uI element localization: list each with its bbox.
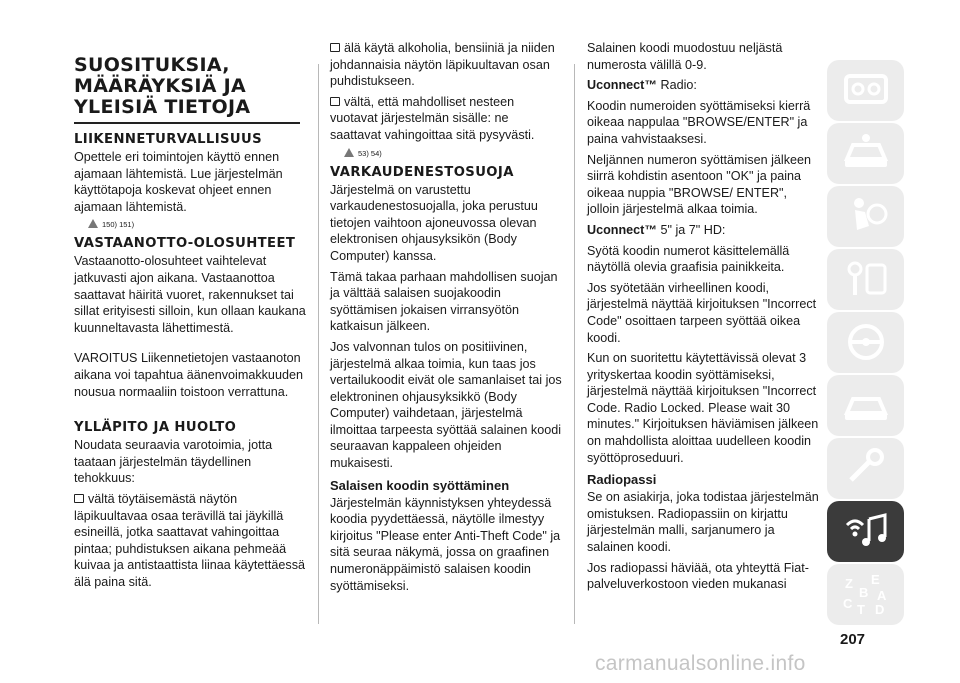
radio-passport-heading: Radiopassi — [587, 472, 657, 488]
column-divider-1 — [318, 64, 319, 624]
radio-passport-lost-text: Jos radiopassi häviää, ota yhteyttä Fiat-palveluverkostoon vieden mukanasi — [587, 560, 809, 592]
tab-multimedia[interactable] — [827, 501, 904, 562]
warning-text: VAROITUS Liikennetietojen vastaanoton aikana voi tapahtua äänenvoimakkuuden nousua normaaliin toistoon verrattuna. — [74, 351, 303, 399]
code-entry-heading: Salaisen koodin syöttäminen — [330, 477, 510, 493]
wrench-service-icon — [841, 446, 891, 490]
traffic-refs: 150) 151) — [88, 219, 306, 230]
incorrect-code-text: Jos syötetään virheellinen koodi, järjestelmä näyttää kirjoituksen "Incorrect Code" osoittaen tarpeen syöttää oikea koodi. — [587, 280, 817, 345]
care-heading: YLLÄPITO JA HUOLTO — [74, 420, 237, 436]
code-digits-text: Salainen koodi muodostuu neljästä numerosta välillä 0-9. — [587, 41, 783, 72]
chapter-tabs — [827, 60, 905, 627]
anti-theft-text-1: Järjestelmä on varustettu varkaudenestosuojalla, joka perustuu tietojen vaihtoon ajoneuvossa olevan elektronisen ohjausyksikön (Body Computer) kanssa. — [330, 182, 538, 263]
hd-entry-text: Syötä koodin numerot käsittelemällä näytöllä olevia graafisia painikkeita. — [587, 243, 790, 275]
anti-theft-text-3: Jos valvonnan tulos on positiivinen, järjestelmä alkaa toimia, kun taas jos vertailukoodit eivät ole samanlaiset tai jos elektroninen ohjausyksikkö (Body Computer) vaihdetaan, järjestelmä ilmoittaa tarpeesta syöttää salainen koodi seuraavan kappaleen ohjeiden mukaisesti. — [330, 339, 562, 471]
watermark: carmanualsonline.info — [595, 652, 806, 675]
care-text: Noudata seuraavia varotoimia, jotta taataan järjestelmän täydellinen tehokkuus: — [74, 438, 273, 486]
page-number: 207 — [840, 631, 866, 648]
radio-passport-text: Se on asiakirja, joka todistaa järjestelmän omistuksen. Radiopassiin on kirjattu järjestelmän malli, sarjanumero ja salainen koodi. — [587, 490, 819, 555]
bullet-box-icon — [330, 97, 340, 106]
tab-index[interactable] — [827, 564, 904, 625]
column-1 — [74, 40, 306, 594]
column-2 — [330, 40, 562, 598]
tab-starting[interactable] — [827, 249, 904, 310]
index-letter: C — [843, 596, 853, 611]
anti-theft-text-2: Tämä takaa parhaan mahdollisen suojan ja välttää salaisen suojakoodin syöttämisen jokaisen virransyötön katkaisun jälkeen. — [330, 269, 558, 334]
anti-theft-heading: VARKAUDENESTOSUOJA — [330, 164, 514, 180]
index-letter: T — [857, 602, 865, 616]
index-letters-icon — [841, 572, 891, 616]
cleaning-refs: 53) 54) — [344, 148, 562, 159]
traffic-safety-heading: LIIKENNETURVALLISUUS — [74, 132, 263, 147]
tab-driving[interactable] — [827, 312, 904, 373]
radio-confirm-text: Neljännen numeron syöttämisen jälkeen siirrä kohdistin asentoon "OK" ja paina oikeaa nuppia "BROWSE/ ENTER", jolloin järjestelmä alkaa toimia. — [587, 152, 812, 217]
key-tools-icon — [841, 257, 891, 301]
radio-entry-text: Koodin numeroiden syöttämiseksi kierrä oikeaa nappulaa "BROWSE/ENTER" ja paina vahvistaaksesi. — [587, 98, 811, 146]
bullet-item-1: älä käytä alkoholia, bensiiniä ja niiden johdannaisia näytön läpikuultavan osan puhdistukseen. — [330, 41, 555, 89]
radio-locked-text: Kun on suoritettu käytettävissä olevat 3 yrityskertaa koodin syöttämiseksi, järjestelmä näyttää kirjoituksen "Incorrect Code. Radio Locked. Please wait 30 minutes." Kirjoituksen häviämisen jälkeen on mahdollista aloittaa uudelleen koodin syöttöproseduuri. — [587, 351, 819, 465]
uconnect-radio-label: Uconnect™ Radio: — [587, 78, 697, 93]
warning-triangle-icon — [344, 148, 354, 157]
airbag-safety-icon — [841, 194, 891, 238]
tab-car-info[interactable] — [827, 123, 904, 184]
reception-heading: VASTAANOTTO-OLOSUHTEET — [74, 236, 296, 252]
bullet-item-2: vältä, että mahdolliset nesteen vuotavat järjestelmän sisälle: ne saattavat vahingoittaa sitä pysyvästi. — [330, 94, 535, 142]
warning-triangle-icon — [88, 219, 98, 228]
index-letter: A — [877, 588, 887, 603]
tab-maintenance[interactable] — [827, 438, 904, 499]
column-divider-2 — [574, 64, 575, 624]
car-dashboard-icon — [841, 68, 891, 112]
index-letter: D — [875, 602, 885, 616]
tab-safety[interactable] — [827, 186, 904, 247]
tab-emergency[interactable] — [827, 375, 904, 436]
page-title: SUOSITUKSIA, MÄÄRÄYKSIÄ JA YLEISIÄ TIETOJA — [74, 55, 300, 124]
tab-dashboard[interactable] — [827, 60, 904, 121]
code-entry-text: Järjestelmän käynnistyksen yhteydessä koodia pyydettäessä, näytölle ilmestyy kirjoitus "Please enter Anti-Theft Code" ja sitä seuraa näkymä, jossa on graafinen numeronäppäimistö salaisen koodin syöttämiseksi. — [330, 495, 561, 593]
steering-wheel-icon — [841, 320, 891, 364]
bullet-box-icon — [330, 43, 340, 52]
bullet-box-icon — [74, 494, 84, 503]
index-letter: B — [859, 585, 869, 600]
reception-text: Vastaanotto-olosuhteet vaihtelevat jatkuvasti ajon aikana. Vastaanottoa saattavat häiritä vuoret, rakennukset tai sillat erityisesti silloin, kun ollaan kaukana kuunneltavasta lähettimestä. — [74, 254, 306, 335]
traffic-safety-text: Opettele eri toimintojen käyttö ennen ajamaan lähtemistä. Lue järjestelmän käyttötapoja koskevat ohjeet ennen ajamaan lähtemistä. — [74, 150, 283, 214]
uconnect-hd-label: Uconnect™ 5" ja 7" HD: — [587, 222, 726, 237]
car-info-icon — [841, 131, 891, 175]
column-3 — [587, 40, 819, 597]
car-warning-icon — [841, 383, 891, 427]
multimedia-icon — [841, 509, 891, 553]
index-letter: Z — [845, 576, 853, 591]
care-bullet: vältä töytäisemästä näytön läpikuultavaa osaa terävillä tai jäykillä esineillä, jotka saattavat vahingoittaa pintaa; puhdistuksen aikana pehmeää kuivaa ja antistaattista liinaa käytettäessä älä paina sitä. — [74, 491, 306, 589]
index-letter: E — [871, 572, 880, 587]
